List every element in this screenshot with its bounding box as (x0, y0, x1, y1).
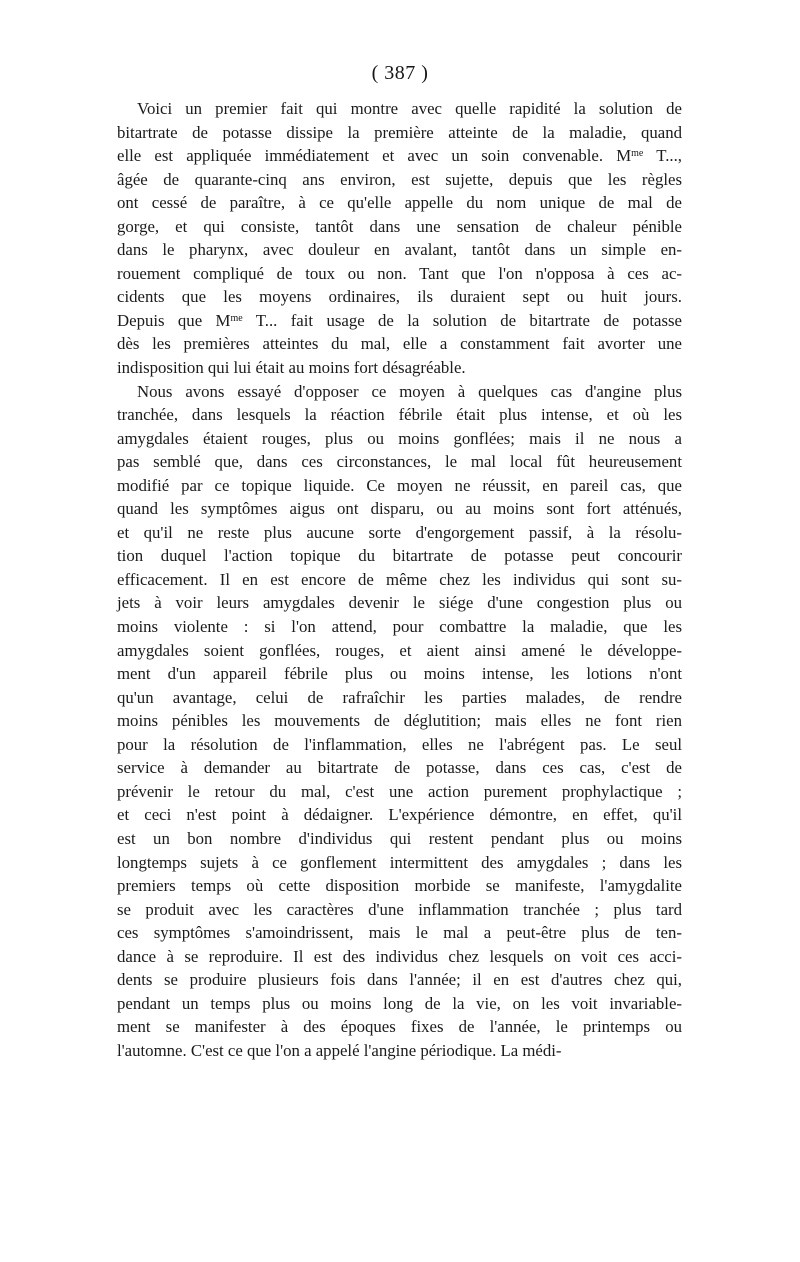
text-line: prévenir le retour du mal, c'est une action purement prophylactique ; (117, 781, 682, 801)
text-line: cidents que les moyens ordinaires, ils duraient sept ou huit jours. (117, 287, 682, 307)
text-line: service à demander au bitartrate de potasse, dans ces cas, c'est de (117, 758, 682, 778)
text-line: et qu'il ne reste plus aucune sorte d'engorgement passif, à la résolu- (117, 522, 682, 542)
text-line: ont cessé de paraître, à ce qu'elle appelle du nom unique de mal de (117, 193, 682, 213)
text-line: Voici un premier fait qui montre avec quelle rapidité la solution de (137, 99, 682, 118)
text-line: ment d'un appareil fébrile plus ou moins intense, les lotions n'ont (117, 664, 682, 684)
text-line: rouement compliqué de toux ou non. Tant que l'on n'opposa à ces ac- (117, 263, 682, 283)
text-line: âgée de quarante-cinq ans environ, est sujette, depuis que les règles (117, 169, 682, 189)
text-line: longtemps sujets à ce gonflement intermittent des amygdales ; dans les (117, 852, 682, 872)
text-line: modifié par ce topique liquide. Ce moyen ne réussit, en pareil cas, que (117, 475, 682, 495)
text-line: dans le pharynx, avec douleur en avalant, tantôt dans un simple en- (117, 240, 682, 260)
text-line: dance à se reproduire. Il est des individus chez lesquels on voit ces acci- (117, 946, 682, 966)
text-line: efficacement. Il en est encore de même chez les individus qui sont su- (117, 569, 682, 589)
text-line: Depuis que $M^{me}$ T... fait usage de la solution de bitartrate de potasse (117, 310, 682, 330)
text-line: dès les premières atteintes du mal, elle a constamment fait avorter une (117, 334, 682, 354)
text-line: dents se produire plusieurs fois dans l'année; il en est d'autres chez qui, (117, 970, 682, 990)
text-line: indisposition qui lui était au moins fort désagréable. (117, 358, 466, 378)
text-line: ment se manifester à des époques fixes de l'année, le printemps ou (117, 1017, 682, 1037)
text-line: amygdales étaient rouges, plus ou moins gonflées; mais il ne nous a (117, 428, 682, 448)
page-number: ( 387 ) (371, 62, 429, 84)
text-line: pour la résolution de l'inflammation, elles ne l'abrégent pas. Le seul (117, 734, 682, 754)
text-line: est un bon nombre d'individus qui restent pendant plus ou moins (117, 828, 682, 848)
text-line: Nous avons essayé d'opposer ce moyen à quelques cas d'angine plus (137, 381, 682, 401)
text-line: quand les symptômes aigus ont disparu, ou au moins sont fort atténués, (117, 499, 682, 519)
text-line: bitartrate de potasse dissipe la première atteinte de la maladie, quand (117, 122, 682, 142)
text-line: se produit avec les caractères d'une inflammation tranchée ; plus tard (117, 899, 682, 919)
text-line: pas semblé que, dans ces circonstances, le mal local fût heureusement (117, 452, 682, 472)
body-text (117, 97, 682, 1062)
text-line: ces symptômes s'amoindrissent, mais le mal a peut-être plus de ten- (117, 923, 682, 943)
text-line: moins violente : si l'on attend, pour combattre la maladie, que les (117, 617, 682, 637)
text-line: gorge, et qui consiste, tantôt dans une sensation de chaleur pénible (117, 216, 682, 236)
text-line: l'automne. C'est ce que l'on a appelé l'angine périodique. La médi- (117, 1040, 562, 1060)
text-line: moins pénibles les mouvements de déglutition; mais elles ne font rien (117, 711, 682, 731)
text-line: amygdales soient gonflées, rouges, et aient ainsi amené le développe- (117, 640, 682, 660)
paragraph-2 (117, 380, 682, 1063)
paragraph-1 (117, 97, 682, 380)
text-line: et ceci n'est point à dédaigner. L'expérience démontre, en effet, qu'il (117, 805, 682, 825)
text-line: jets à voir leurs amygdales devenir le siége d'une congestion plus ou (117, 593, 682, 613)
text-line: tion duquel l'action topique du bitartrate de potasse peut concourir (117, 546, 682, 566)
text-line: tranchée, dans lesquels la réaction fébrile était plus intense, et où les (117, 405, 682, 425)
text-line: pendant un temps plus ou moins long de la vie, on les voit invariable- (117, 993, 682, 1013)
text-line: qu'un avantage, celui de rafraîchir les parties malades, de rendre (117, 687, 682, 707)
text-line: premiers temps où cette disposition morbide se manifeste, l'amygdalite (117, 876, 682, 896)
text-line: elle est appliquée immédiatement et avec un soin convenable. $M^{me}$ T..., (117, 146, 682, 166)
